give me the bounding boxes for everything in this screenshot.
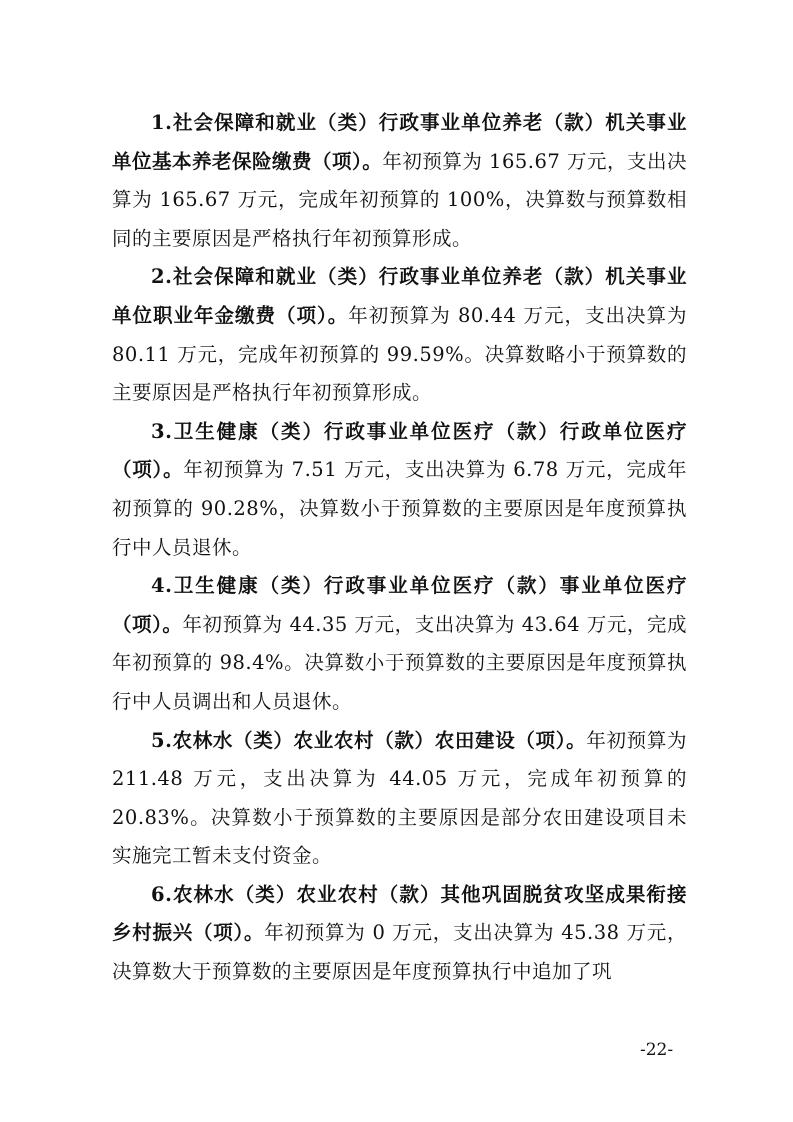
paragraph-heading: 2.社会保障和就业（类）行政事业单位养老（款）机关事业单位职业年金缴费（项）。 (112, 265, 687, 327)
paragraph-4 (112, 567, 687, 721)
paragraph-body: 年初预算为 211.48 万元，支出决算为 44.05 万元，完成年初预算的 20.83%。决算数小于预算数的主要原因是部分农田建设项目未实施完工暂未支付资金。 (112, 728, 687, 868)
paragraph-heading: 6.农林水（类）农业农村（款）其他巩固脱贫攻坚成果衔接乡村振兴（项）。 (112, 882, 687, 945)
paragraph-heading: 4.卫生健康（类）行政事业单位医疗（款）事业单位医疗（项）。 (112, 574, 687, 636)
paragraph-body: 年初预算为 0 万元，支出决算为 45.38 万元，决算数大于预算数的主要原因是年度预算执行中追加了巩 (112, 921, 687, 984)
paragraph-body: 年初预算为 7.51 万元，支出决算为 6.78 万元，完成年初预算的 90.28%，决算数小于预算数的主要原因是年度预算执行中人员退休。 (112, 458, 687, 559)
paragraph-2 (112, 258, 687, 412)
paragraph-heading: 5.农林水（类）农业农村（款）农田建设（项）。 (151, 728, 587, 752)
paragraph-3 (112, 413, 687, 567)
paragraph-body: 年初预算为 80.44 万元，支出决算为 80.11 万元，完成年初预算的 99.59%。决算数略小于预算数的主要原因是严格执行年初预算形成。 (112, 303, 687, 405)
paragraph-heading: 1.社会保障和就业（类）行政事业单位养老（款）机关事业单位基本养老保险缴费（项）。 (112, 111, 687, 173)
paragraph-1 (112, 104, 687, 258)
page-number: -22- (640, 1040, 674, 1060)
paragraph-body: 年初预算为 44.35 万元，支出决算为 43.64 万元，完成年初预算的 98.4%。决算数小于预算数的主要原因是年度预算执行中人员调出和人员退休。 (112, 612, 687, 713)
paragraph-body: 年初预算为 165.67 万元，支出决算为 165.67 万元，完成年初预算的 100%，决算数与预算数相同的主要原因是严格执行年初预算形成。 (112, 149, 687, 250)
page-content (112, 104, 687, 992)
paragraph-6 (112, 876, 687, 992)
paragraph-heading: 3.卫生健康（类）行政事业单位医疗（款）行政单位医疗（项）。 (112, 419, 687, 482)
paragraph-5 (112, 722, 687, 876)
